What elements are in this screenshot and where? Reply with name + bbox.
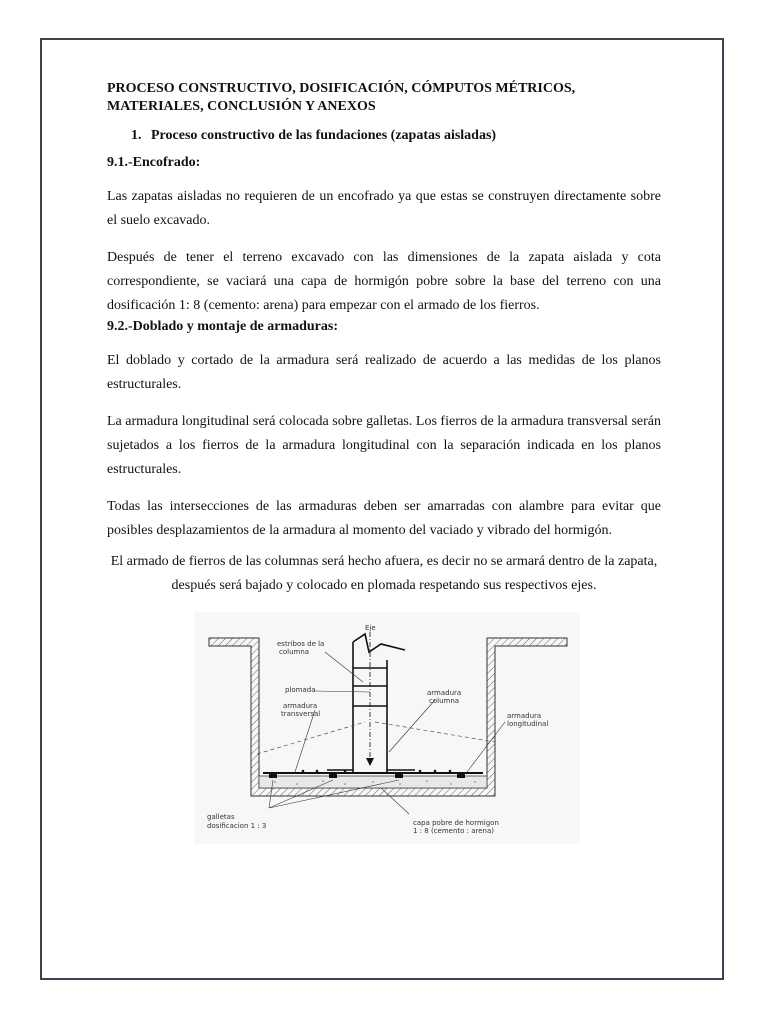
- paragraph: Todas las intersecciones de las armaduras deben ser amarradas con alambre para evitar que posibles desplazamientos de la armadura al momento del vaciado y vibrado del hormigón.: [107, 499, 661, 538]
- label-estribos: estribos de la: [277, 640, 325, 648]
- label-plomada: plomada: [285, 686, 316, 694]
- label-armadura-columna-2: columna: [429, 697, 460, 705]
- footing-diagram: [195, 612, 580, 844]
- label-estribos-2: columna: [279, 648, 310, 656]
- column-cage: [327, 634, 415, 773]
- label-galletas-2: dosificacion 1 : 3: [207, 822, 267, 830]
- subsection-heading-armaduras: 9.2.-Doblado y montaje de armaduras:: [107, 319, 338, 334]
- label-armadura-transversal-2: transversal: [281, 710, 321, 718]
- transversal-bar-dots: [302, 770, 452, 773]
- section-title: Proceso constructivo de las fundaciones (zapatas aisladas): [151, 128, 497, 143]
- paragraph: Después de tener el terreno excavado con las dimensiones de la zapata aislada y cota correspondiente, se vaciará una capa de hormigón pobre sobre la base del terreno con una dosificación 1: 8 (cemento: arena) para empezar con el armado de los fierros.: [107, 250, 661, 313]
- plumb-arrow: [366, 758, 374, 766]
- label-armadura-transversal: armadura: [283, 702, 318, 710]
- label-armadura-longitudinal: armadura: [507, 712, 542, 720]
- label-capa-pobre-2: 1 : 8 (cemento : arena): [413, 827, 495, 835]
- paragraph: Las zapatas aisladas no requieren de un encofrado ya que estas se construyen directamente sobre el suelo excavado.: [107, 189, 661, 228]
- label-eje: Eje: [365, 624, 376, 632]
- section-heading: [131, 127, 661, 145]
- label-capa-pobre: capa pobre de hormigon: [413, 819, 499, 827]
- centered-paragraph: El armado de fierros de las columnas será hecho afuera, es decir no se armará dentro de la zapata, después será bajado y colocado en plomada respetando sus respectivos ejes.: [110, 554, 658, 593]
- label-armadura-longitudinal-2: longitudinal: [507, 720, 549, 728]
- subsection-heading-encofrado: 9.1.-Encofrado:: [107, 155, 201, 170]
- section-number: 1.: [131, 128, 142, 143]
- document-body: [107, 80, 661, 598]
- paragraph: El doblado y cortado de la armadura será realizado de acuerdo a las medidas de los planos estructurales.: [107, 353, 661, 392]
- soil-left: [209, 636, 255, 772]
- footing-diagram-svg: [195, 612, 580, 844]
- reference-dashed-lines: [257, 722, 495, 754]
- label-galletas: galletas: [207, 813, 235, 821]
- document-title: PROCESO CONSTRUCTIVO, DOSIFICACIÓN, CÓMPUTOS MÉTRICOS, MATERIALES, CONCLUSIÓN Y ANEXOS: [107, 81, 576, 114]
- label-armadura-columna: armadura: [427, 689, 462, 697]
- paragraph: La armadura longitudinal será colocada sobre galletas. Los fierros de la armadura transversal serán sujetados a los fierros de la armadura longitudinal con la separación indicada en los planos estructurales.: [107, 414, 661, 477]
